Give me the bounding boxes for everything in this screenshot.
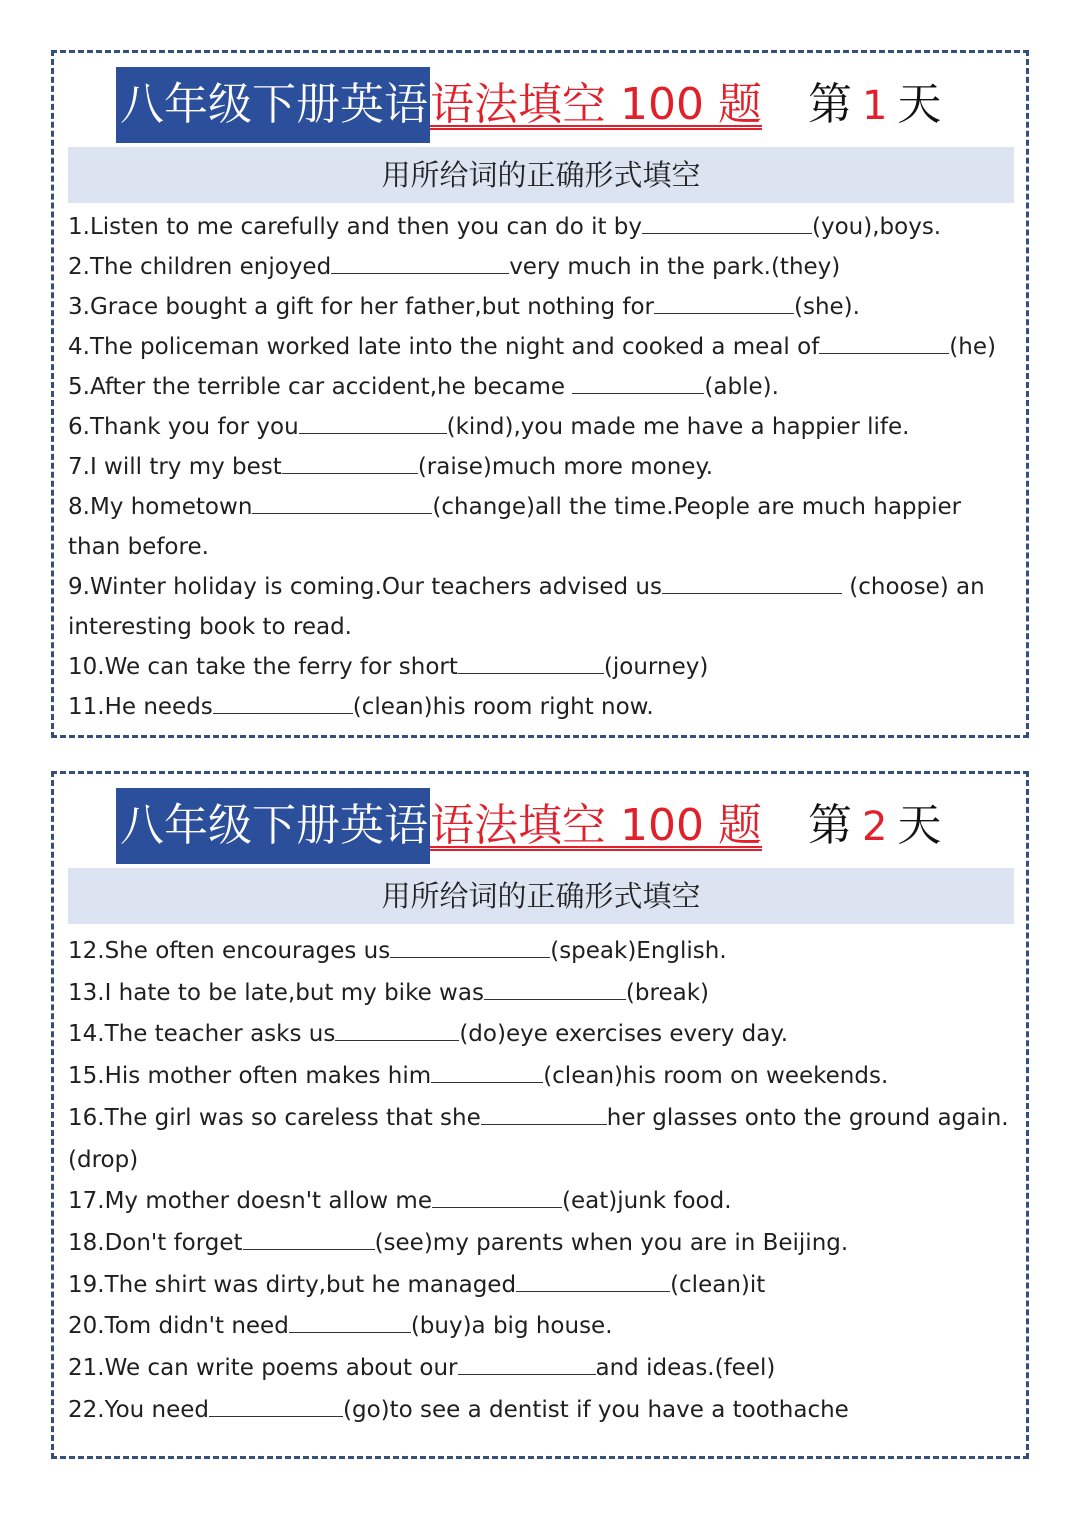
question-list — [68, 207, 1016, 727]
question-item: 6.Thank you for you (kind),you made me have a happier life. — [68, 407, 1016, 447]
answer-blank[interactable] — [572, 371, 704, 394]
answer-blank[interactable] — [654, 291, 794, 314]
answer-blank[interactable] — [662, 571, 842, 594]
question-item: 15.His mother often makes him (clean)his room on weekends. — [68, 1056, 1016, 1098]
title-topic-label: 语法填空 100 题 — [430, 79, 762, 130]
question-item: 8.My hometown (change)all the time.People are much happier than before. — [68, 487, 1016, 567]
worksheet-title — [116, 67, 941, 143]
answer-blank[interactable] — [331, 251, 509, 274]
answer-blank[interactable] — [481, 1102, 607, 1125]
question-item: 16.The girl was so careless that she her glasses onto the ground again.(drop) — [68, 1098, 1016, 1181]
question-item: 5.After the terrible car accident,he became (able). — [68, 367, 1016, 407]
worksheet-day-1 — [51, 50, 1029, 738]
question-item: 13.I hate to be late,but my bike was (break) — [68, 973, 1016, 1015]
answer-blank[interactable] — [431, 1060, 543, 1083]
day-number: 1 — [861, 82, 888, 129]
question-item: 14.The teacher asks us (do)eye exercises every day. — [68, 1014, 1016, 1056]
question-item: 21.We can write poems about our and ideas.(feel) — [68, 1348, 1016, 1390]
question-item: 22.You need (go)to see a dentist if you have a toothache — [68, 1390, 1016, 1432]
answer-blank[interactable] — [390, 935, 550, 958]
answer-blank[interactable] — [282, 451, 418, 474]
day-label: 第 1 天 — [807, 78, 942, 130]
question-item: 4.The policeman worked late into the night and cooked a meal of (he) — [68, 327, 1016, 367]
answer-blank[interactable] — [432, 1185, 562, 1208]
question-item: 11.He needs (clean)his room right now. — [68, 687, 1016, 727]
worksheet-day-2 — [51, 771, 1029, 1459]
answer-blank[interactable] — [289, 1310, 411, 1333]
question-item: 10.We can take the ferry for short (journey) — [68, 647, 1016, 687]
answer-blank[interactable] — [642, 211, 812, 234]
instruction-banner: 用所给词的正确形式填空 — [68, 147, 1014, 203]
question-item: 19.The shirt was dirty,but he managed (clean)it — [68, 1265, 1016, 1307]
title-grade-label: 八年级下册英语 — [116, 67, 430, 143]
question-item: 9.Winter holiday is coming.Our teachers advised us (choose) an interesting book to read. — [68, 567, 1016, 647]
answer-blank[interactable] — [516, 1269, 670, 1292]
day-label: 第 2 天 — [807, 799, 942, 851]
answer-blank[interactable] — [335, 1018, 459, 1041]
question-item: 7.I will try my best (raise)much more money. — [68, 447, 1016, 487]
instruction-banner: 用所给词的正确形式填空 — [68, 868, 1014, 924]
answer-blank[interactable] — [484, 977, 626, 1000]
question-item: 17.My mother doesn't allow me (eat)junk food. — [68, 1181, 1016, 1223]
answer-blank[interactable] — [458, 1352, 596, 1375]
answer-blank[interactable] — [819, 331, 949, 354]
question-item: 2.The children enjoyed very much in the park.(they) — [68, 247, 1016, 287]
title-grade-label: 八年级下册英语 — [116, 788, 430, 864]
answer-blank[interactable] — [243, 1227, 375, 1250]
question-item: 18.Don't forget (see)my parents when you are in Beijing. — [68, 1223, 1016, 1265]
question-item: 12.She often encourages us (speak)English. — [68, 931, 1016, 973]
answer-blank[interactable] — [299, 411, 447, 434]
answer-blank[interactable] — [252, 491, 432, 514]
question-item: 20.Tom didn't need (buy)a big house. — [68, 1306, 1016, 1348]
title-topic-label: 语法填空 100 题 — [430, 800, 762, 851]
question-item: 3.Grace bought a gift for her father,but nothing for (she). — [68, 287, 1016, 327]
answer-blank[interactable] — [458, 651, 604, 674]
answer-blank[interactable] — [209, 1394, 343, 1417]
day-number: 2 — [861, 803, 888, 850]
answer-blank[interactable] — [213, 691, 353, 714]
worksheet-title — [116, 788, 941, 864]
question-item: 1.Listen to me carefully and then you can do it by (you),boys. — [68, 207, 1016, 247]
question-list — [68, 931, 1016, 1431]
